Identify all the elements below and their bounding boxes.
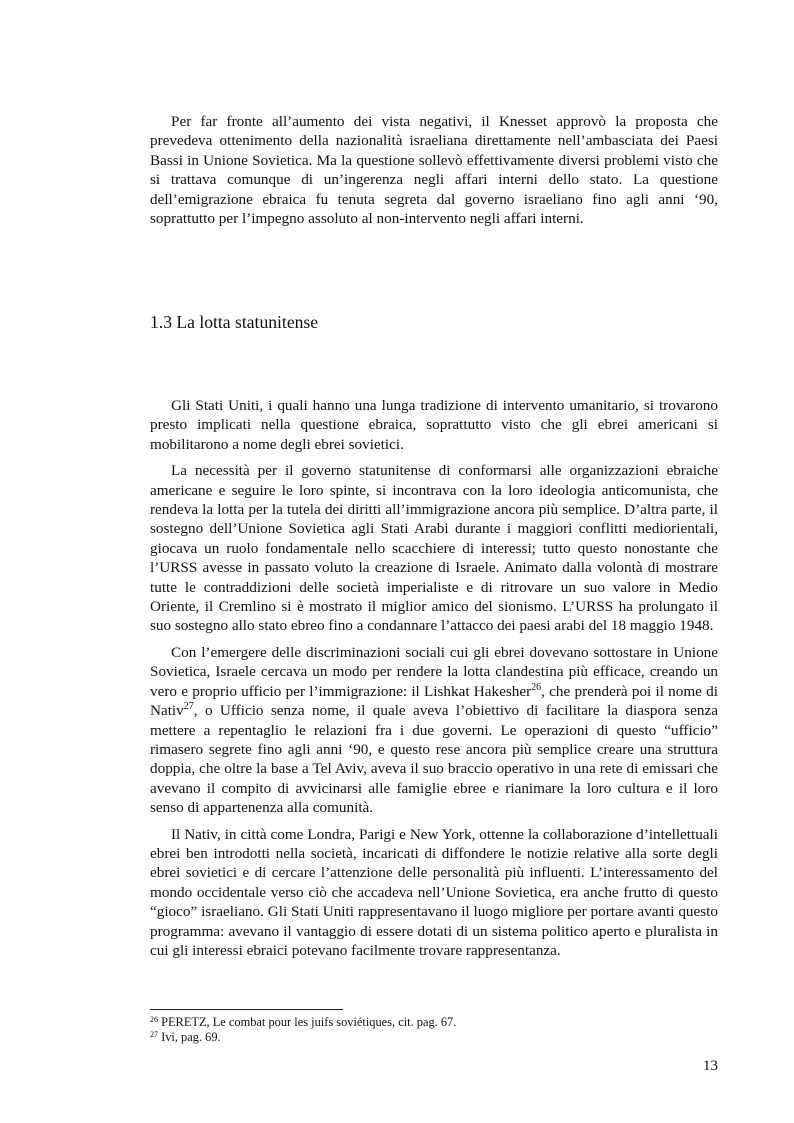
section-content <box>150 396 718 960</box>
section-title: 1.3 La lotta statunitense <box>150 312 319 332</box>
footnote-number: 27 <box>150 1030 158 1040</box>
paragraph-4: Il Nativ, in città come Londra, Parigi e New York, ottenne la collaborazione d’intellettuali ebrei ben introdotti nella società, incaricati di diffondere le notizie relative alla sorte degli ebrei sovietici e di cercare l’attenzione delle personalità più influenti. L’interessamento del mondo occidentale verso ciò che accadeva nell’Unione Sovietica, era anche frutto di questo “gioco” israeliano. Gli Stati Uniti rappresentavano il luogo migliore per portare avanti questo programma: avevano il vantaggio di essere dotati di un sistema politico aperto e pluralista in cui gli interessi ebraici potevano facilmente trovare rappresentanza. <box>150 825 718 959</box>
paragraph-3-part-a: Con l’emergere delle discriminazioni sociali cui gli ebrei dovevano sottostare in Unione Sovietica, Israele cercava un modo per rendere la lotta clandestina più efficace, creando un vero e proprio ufficio per l’immigrazione: il Lishkat Hakesher <box>150 643 718 700</box>
paragraph-3-part-c: , o Ufficio senza nome, il quale aveva l’obiettivo di facilitare la diaspora senza mettere a repentaglio le relazioni fra i due governi. Le operazioni di questo “ufficio” rimasero segrete fino agli anni ‘90, e questo rese ancora più semplice creare una struttura doppia, che oltre la base a Tel Aviv, aveva il suo braccio operativo in una rete di emissari che avevano il compito di avvicinarsi alle famiglie ebree e rianimare la loro cultura e il loro senso di appartenenza alla comunità. <box>150 702 718 817</box>
paragraph-2: La necessità per il governo statunitense di conformarsi alle organizzazioni ebraiche americane e seguire le loro spinte, si incontrava con la loro ideologia anticomunista, che rendeva la lotta per la tutela dei diritti all’immigrazione ancora più semplice. D’altra parte, il sostegno dell’Unione Sovietica agli Stati Arabi durante i maggiori conflitti mediorientali, giocava un ruolo fondamentale nello scacchiere di interessi; tutto questo nonostante che l’URSS avesse in passato voluto la creazione di Israele. Animato dalla volontà di mostrare tutte le contraddizioni delle società imperialiste e di ritrovare un suo valore in Medio Oriente, il Cremlino si è mostrato il miglior amico del sionismo. L’URSS ha prolungato il suo sostegno allo stato ebreo fino a condannare l’attacco dei paesi arabi del 18 maggio 1948. <box>150 462 718 635</box>
page-number: 13 <box>702 1057 718 1074</box>
footnote-ref-27[interactable]: 27 <box>183 701 194 713</box>
paragraph-3-part-b: , che prenderà poi il nome di Nativ <box>150 682 718 720</box>
footnote-27 <box>150 1030 718 1045</box>
footnote-ref-26[interactable]: 26 <box>531 681 542 693</box>
footnote-divider <box>150 1009 343 1010</box>
footnote-26 <box>150 1015 718 1030</box>
footnotes <box>150 1015 718 1045</box>
paragraph-1: Gli Stati Uniti, i quali hanno una lunga tradizione di intervento umanitario, si trovarono presto implicati nella questione ebraica, soprattutto visto che gli ebrei americani si mobilitarono a nome degli ebrei sovietici. <box>150 397 718 453</box>
footnote-number: 26 <box>150 1015 158 1024</box>
paragraph-3 <box>150 643 718 818</box>
page-body <box>150 112 718 959</box>
footnote-text: Ivi, pag. 69. <box>158 1030 221 1045</box>
intro-paragraph: Per far fronte all’aumento dei vista negativi, il Knesset approvò la proposta che prevedeva ottenimento della nazionalità israeliana direttamente nell’ambasciata dei Paesi Bassi in Unione Sovietica. Ma la questione sollevò effettivamente diversi problemi visto che si trattava comunque di un’ingerenza negli affari interni dello stato. La questione dell’emigrazione ebraica fu tenuta segreta dal governo israeliano fino agli anni ‘90, soprattutto per l’impegno assoluto al non-intervento negli affari interni. <box>150 113 718 228</box>
footnote-text: PERETZ, Le combat pour les juifs soviétiques, cit. pag. 67. <box>158 1015 457 1029</box>
